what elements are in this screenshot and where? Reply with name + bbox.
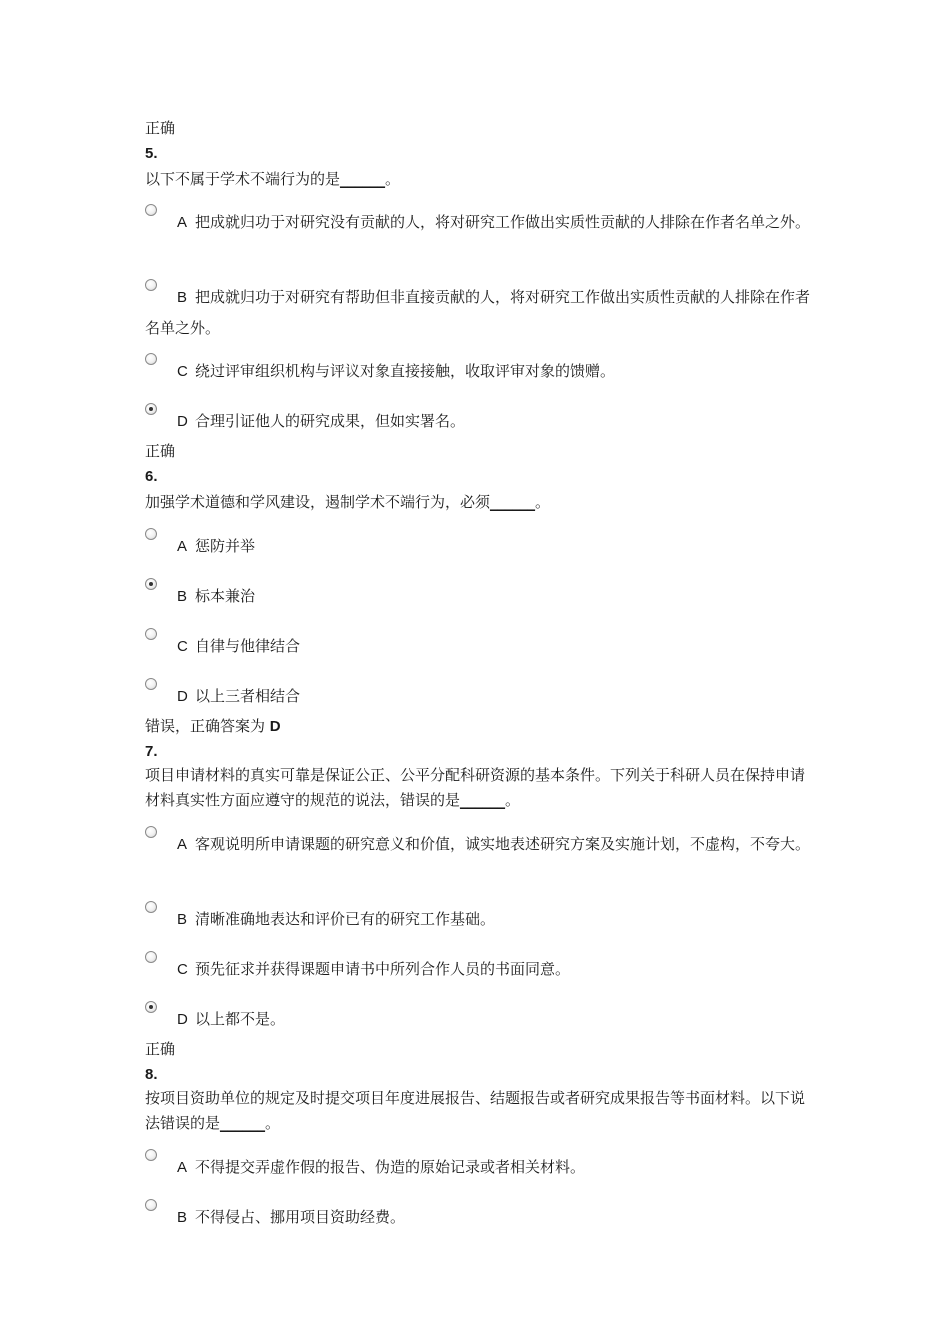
- answer-blank: ______: [220, 1114, 266, 1132]
- option-d[interactable]: D 以上三者相结合: [177, 687, 301, 705]
- option-c[interactable]: C 预先征求并获得课题申请书中所列合作人员的书面同意。: [177, 960, 571, 978]
- option-d[interactable]: D 以上都不是。: [177, 1010, 286, 1028]
- option-c[interactable]: C 绕过评审组织机构与评议对象直接接触，收取评审对象的馈赠。: [177, 362, 616, 380]
- question-result: 正确: [145, 1040, 176, 1058]
- previous-result: 正确: [145, 119, 176, 137]
- option-c[interactable]: C 自律与他律结合: [177, 637, 301, 655]
- option-b[interactable]: B 清晰准确地表达和评价已有的研究工作基础。: [177, 910, 496, 928]
- question-number: 5.: [145, 145, 158, 162]
- option-a[interactable]: A 不得提交弄虚作假的报告、伪造的原始记录或者相关材料。: [177, 1158, 586, 1176]
- question-number: 8.: [145, 1066, 158, 1083]
- question-number: 6.: [145, 468, 158, 485]
- question-prompt: 项目申请材料的真实可靠是保证公正、公平分配科研资源的基本条件。下列关于科研人员在保持申请材料真实性方面应遵守的规范的说法，错误的是______。: [145, 766, 806, 809]
- correct-answer: D: [269, 718, 281, 735]
- question-number: 7.: [145, 743, 158, 760]
- answer-blank: ______: [340, 170, 386, 188]
- option-a[interactable]: A 把成就归功于对研究没有贡献的人，将对研究工作做出实质性贡献的人排除在作者名单之外。: [177, 213, 811, 231]
- question-prompt: 以下不属于学术不端行为的是______。: [145, 170, 401, 188]
- answer-blank: ______: [460, 791, 506, 809]
- answer-blank: ______: [490, 493, 536, 511]
- option-b[interactable]: B 不得侵占、挪用项目资助经费。: [177, 1208, 406, 1226]
- option-b[interactable]: B 把成就归功于对研究有帮助但非直接贡献的人，将对研究工作做出实质性贡献的人排除在作者名单之外。: [145, 288, 811, 337]
- question-prompt: 加强学术道德和学风建设，遏制学术不端行为，必须______。: [145, 493, 551, 511]
- question-prompt: 按项目资助单位的规定及时提交项目年度进展报告、结题报告或者研究成果报告等书面材料。以下说法错误的是______。: [145, 1089, 806, 1132]
- option-d[interactable]: D 合理引证他人的研究成果，但如实署名。: [177, 412, 466, 430]
- option-b[interactable]: B 标本兼治: [177, 587, 256, 605]
- option-a[interactable]: A 惩防并举: [177, 537, 256, 555]
- question-result: 正确: [145, 442, 176, 460]
- option-a[interactable]: A 客观说明所申请课题的研究意义和价值，诚实地表述研究方案及实施计划，不虚构，不夸大。: [177, 835, 811, 853]
- question-result: 错误，正确答案为 D: [145, 717, 281, 735]
